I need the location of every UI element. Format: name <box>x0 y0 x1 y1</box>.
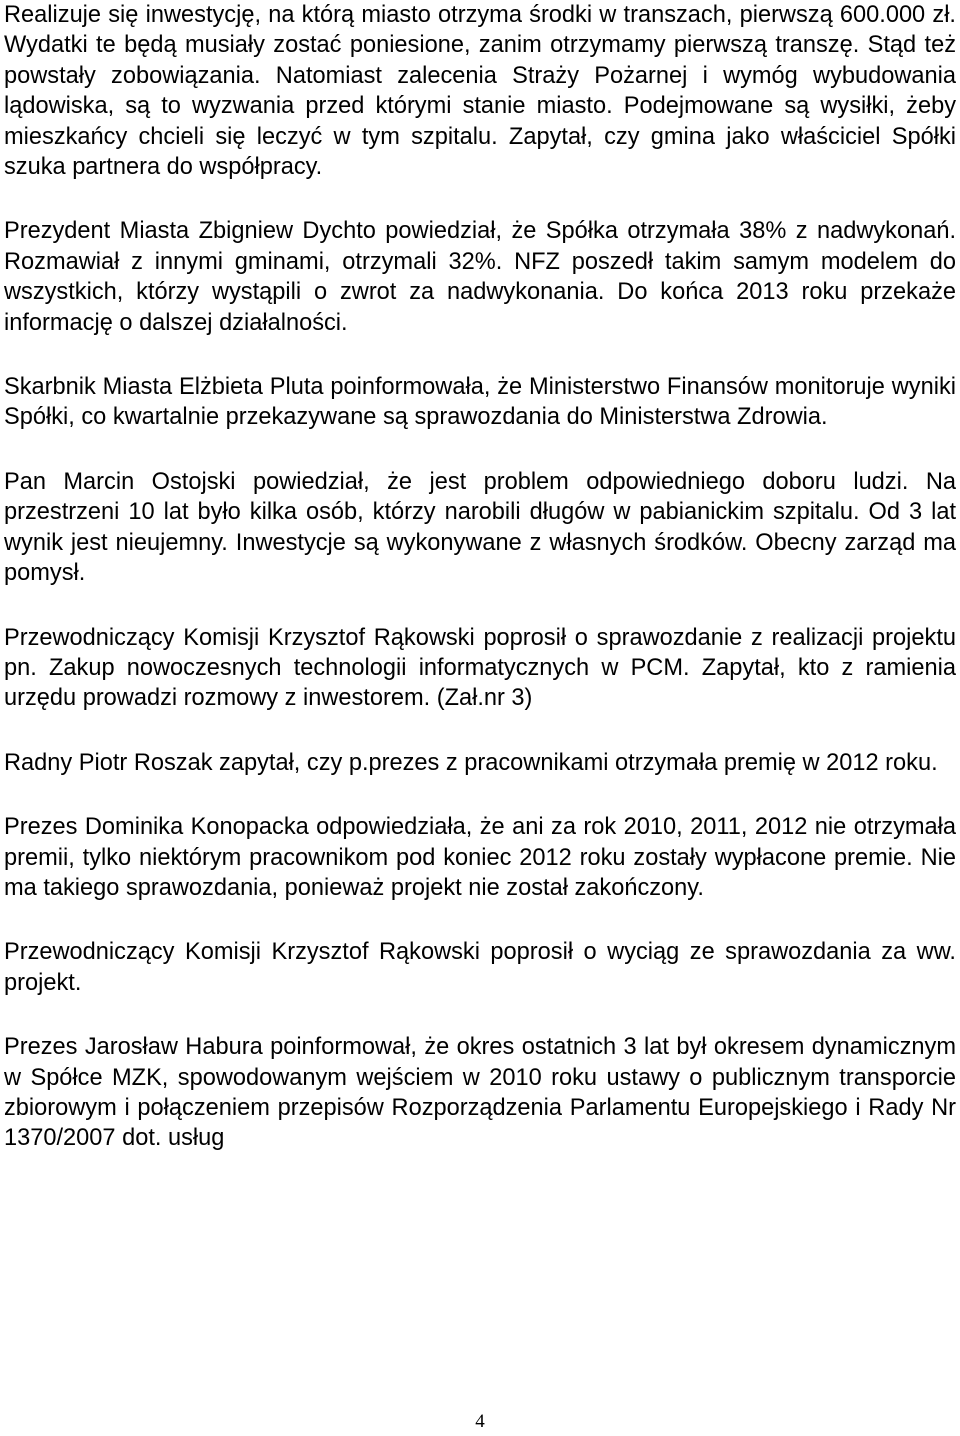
paragraph-gap <box>4 589 956 623</box>
paragraph-rakowski-excerpt: Przewodniczący Komisji Krzysztof Rąkowski poprosił o wyciąg ze sprawozdania za ww. projekt. <box>4 939 956 996</box>
paragraph-konopacka-answer: Prezes Dominika Konopacka odpowiedziała, że ani za rok 2010, 2011, 2012 nie otrzymała premii, tylko niektórym pracownikom pod koniec 2012 roku zostały wypłacone premie. Nie ma takiego sprawozdania, ponieważ projekt nie został zakończony. <box>4 814 956 901</box>
paragraph-gap <box>4 778 956 812</box>
document-page <box>4 0 956 1154</box>
paragraph-habura: Prezes Jarosław Habura poinformował, że okres ostatnich 3 lat był okresem dynamicznym w Spółce MZK, spowodowanym wejściem w 2010 roku ustawy o publicznym transporcie zbiorowym i połączeniem przepisów Rozporządzenia Parlamentu Europejskiego i Rady Nr 1370/2007 dot. usług <box>4 1034 956 1152</box>
paragraph-gap <box>4 714 956 748</box>
paragraph-gap <box>4 998 956 1032</box>
paragraph-rakowski-request: Przewodniczący Komisji Krzysztof Rąkowski poprosił o sprawozdanie z realizacji projektu pn. Zakup nowoczesnych technologii informatycznych w PCM. Zapytał, kto z ramienia urzędu prowadzi rozmowy z inwestorem. (Zał.nr 3) <box>4 624 956 712</box>
paragraph-roszak-question: Radny Piotr Roszak zapytał, czy p.prezes z pracownikami otrzymała premię w 2012 roku. <box>4 749 938 776</box>
page-number: 4 <box>475 1411 485 1432</box>
paragraph-treasurer-pluta: Skarbnik Miasta Elżbieta Pluta poinformowała, że Ministerstwo Finansów monitoruje wyniki Spółki, co kwartalnie przekazywane są sprawozdania do Ministerstwa Zdrowia. <box>4 374 956 431</box>
paragraph-gap <box>4 182 956 216</box>
paragraph-gap <box>4 903 956 937</box>
paragraph-investment: Realizuje się inwestycję, na którą miasto otrzyma środki w transzach, pierwszą 600.000 zł. Wydatki te będą musiały zostać poniesione, zanim otrzymamy pierwszą transzę. Stąd też powstały zobowiązania. Natomiast zalecenia Straży Pożarnej i wymóg wybudowania lądowiska, są to wyzwania przed którymi stanie miasto. Podejmowane są wysiłki, żeby mieszkańcy chcieli się leczyć w tym szpitalu. Zapytał, czy gmina jako właściciel Spółki szuka partnera do współpracy. <box>4 2 956 181</box>
paragraph-gap <box>4 338 956 372</box>
paragraph-ostojski: Pan Marcin Ostojski powiedział, że jest problem odpowiedniego doboru ludzi. Na przestrzeni 10 lat było kilka osób, którzy narobili długów w pabianickim szpitalu. Od 3 lat wynik jest nieujemny. Inwestycje są wykonywane z własnych środków. Obecny zarząd ma pomysł. <box>4 468 956 587</box>
paragraph-gap <box>4 433 956 467</box>
paragraph-president-dychto: Prezydent Miasta Zbigniew Dychto powiedział, że Spółka otrzymała 38% z nadwykonań. Rozmawiał z innymi gminami, otrzymali 32%. NFZ poszedł takim samym modelem do wszystkich, którzy wystąpili o zwrot za nadwykonania. Do końca 2013 roku przekaże informację o dalszej działalności. <box>4 218 956 336</box>
